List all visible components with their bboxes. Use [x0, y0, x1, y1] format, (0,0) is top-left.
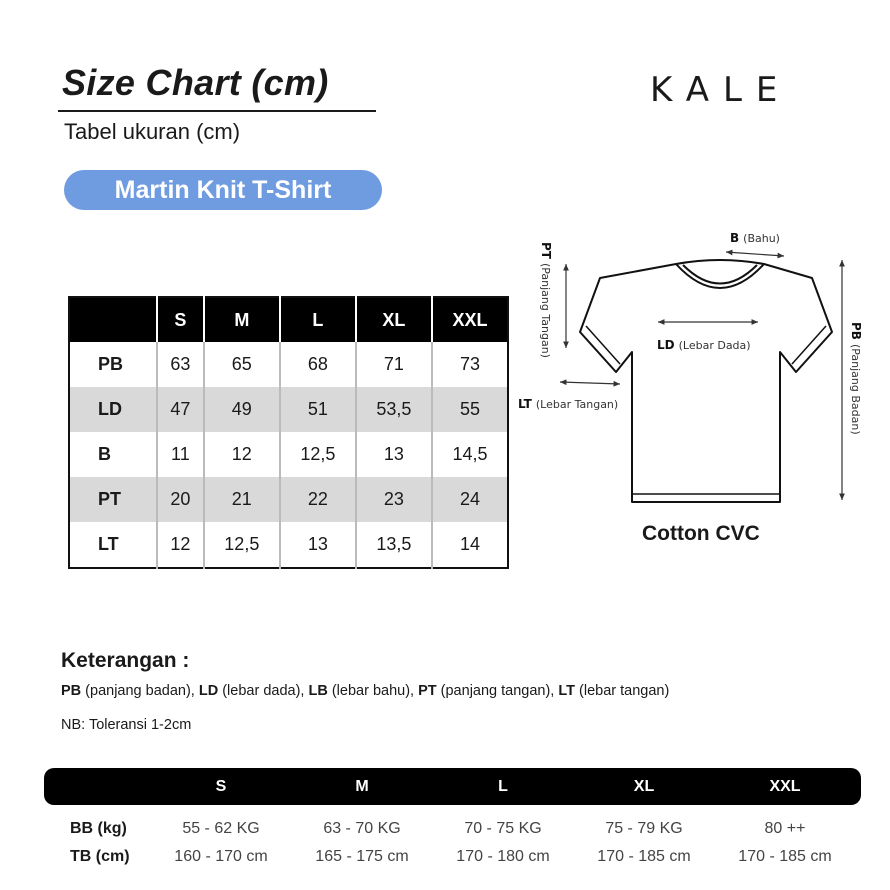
legend-code: PT: [418, 683, 437, 699]
legend-code: PB: [61, 683, 82, 699]
table-cell: 23: [356, 477, 432, 522]
diagram-label-ld: LD (Lebar Dada): [657, 338, 751, 352]
size-header-s: S: [157, 297, 204, 342]
table-cell: 24: [432, 477, 508, 522]
notes-legend: [61, 683, 669, 699]
fit-row-label-tb: TB (cm): [70, 848, 130, 865]
table-cell: 63: [157, 342, 204, 387]
table-row: [69, 387, 508, 432]
size-table-corner: [69, 297, 157, 342]
table-cell: 11: [157, 432, 204, 477]
table-cell: 12: [157, 522, 204, 568]
tshirt-measurement-diagram: [500, 212, 890, 512]
table-cell: 55: [432, 387, 508, 432]
diagram-label-lt: LT (Lebar Tangan): [518, 397, 619, 411]
fit-cell: 70 - 75 KG: [464, 820, 542, 837]
size-header-xxl: XXL: [432, 297, 508, 342]
legend-text: (panjang tangan),: [436, 683, 559, 699]
table-cell: 73: [432, 342, 508, 387]
bahu-arrow: [726, 252, 784, 256]
fit-cell: 170 - 185 cm: [597, 848, 691, 865]
table-cell: 51: [280, 387, 356, 432]
table-cell: 71: [356, 342, 432, 387]
table-cell: 20: [157, 477, 204, 522]
row-label: LT: [98, 534, 119, 554]
legend-code: LT: [558, 683, 576, 699]
product-name-badge: Martin Knit T-Shirt: [64, 170, 382, 210]
table-cell: 65: [204, 342, 280, 387]
fit-size-l: L: [498, 777, 508, 795]
table-cell: 14: [432, 522, 508, 568]
fit-row-label-bb: BB (kg): [70, 820, 127, 837]
notes-heading: Keterangan :: [61, 649, 190, 672]
table-cell: 13: [356, 432, 432, 477]
size-header-l: L: [280, 297, 356, 342]
lebar-tangan-arrow: [560, 382, 620, 384]
legend-text: (lebar tangan): [575, 683, 670, 699]
table-row: [69, 477, 508, 522]
fit-cell: 170 - 185 cm: [738, 848, 832, 865]
table-cell: 21: [204, 477, 280, 522]
row-label: LD: [69, 387, 157, 432]
legend-code: LB: [308, 683, 328, 699]
diagram-label-b: B (Bahu): [730, 231, 780, 245]
page-title: Size Chart (cm): [62, 62, 329, 103]
table-cell: 12,5: [204, 522, 280, 568]
table-cell: 13: [280, 522, 356, 568]
table-cell: 68: [280, 342, 356, 387]
row-label: B: [98, 444, 111, 464]
fit-size-xl: XL: [633, 777, 655, 795]
table-cell: 12,5: [280, 432, 356, 477]
table-cell: 12: [204, 432, 280, 477]
title-underline: [58, 110, 376, 112]
tshirt-icon: [580, 260, 832, 502]
table-cell: 53,5: [356, 387, 432, 432]
fit-cell: 80 ++: [764, 820, 806, 837]
legend-text: (lebar dada),: [218, 683, 309, 699]
brand-logo: KALE: [650, 70, 792, 110]
tolerance-note: NB: Toleransi 1-2cm: [61, 717, 192, 733]
table-row: [69, 342, 508, 387]
fit-cell: 63 - 70 KG: [323, 820, 401, 837]
size-table-header-row: [69, 297, 508, 342]
table-cell: 49: [204, 387, 280, 432]
fit-cell: 165 - 175 cm: [315, 848, 409, 865]
fabric-label: Cotton CVC: [642, 522, 760, 545]
page-subtitle: Tabel ukuran (cm): [64, 119, 241, 144]
fit-cell: 160 - 170 cm: [174, 848, 268, 865]
row-label: PB: [98, 354, 124, 374]
fit-size-m: M: [355, 777, 369, 795]
legend-text: (panjang badan),: [81, 683, 199, 699]
diagram-label-pb: PB(Panjang Badan): [849, 322, 863, 435]
fit-cell: 170 - 180 cm: [456, 848, 550, 865]
legend-text: (lebar bahu),: [327, 683, 419, 699]
size-table: [68, 296, 509, 569]
table-row: [69, 522, 508, 568]
table-cell: 13,5: [356, 522, 432, 568]
fit-size-s: S: [215, 777, 227, 795]
table-row: [69, 432, 508, 477]
fit-cell: 75 - 79 KG: [605, 820, 683, 837]
fit-chart-header-bar: [44, 768, 861, 805]
table-cell: 22: [280, 477, 356, 522]
table-cell: 14,5: [432, 432, 508, 477]
table-cell: 47: [157, 387, 204, 432]
fit-cell: 55 - 62 KG: [182, 820, 260, 837]
legend-code: LD: [198, 683, 219, 699]
size-header-m: M: [204, 297, 280, 342]
diagram-label-pt: PT(Panjang Tangan): [539, 242, 553, 358]
row-label: PT: [69, 477, 157, 522]
fit-size-xxl: XXL: [769, 777, 801, 795]
size-header-xl: XL: [356, 297, 432, 342]
